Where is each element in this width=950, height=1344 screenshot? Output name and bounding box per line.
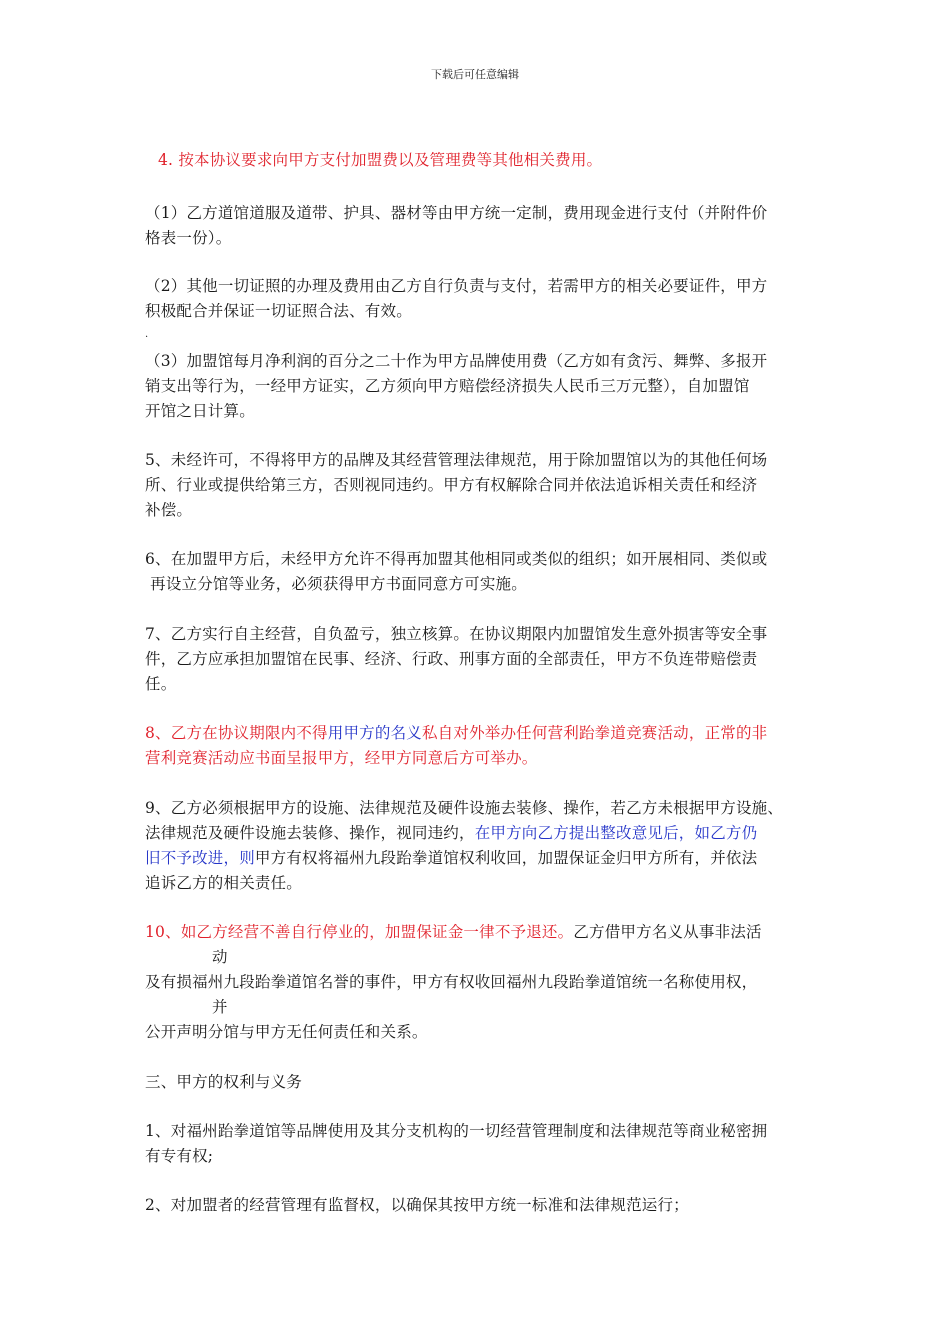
- item-10-line-5: 公开声明分馆与甲方无任何责任和关系。: [145, 1023, 428, 1041]
- item-9-line-3: [145, 848, 757, 868]
- item-10-line-3: 及有损福州九段跆拳道馆名誉的事件，甲方有权收回福州九段跆拳道馆统一名称使用权，: [145, 973, 758, 991]
- item-10-text-b: 乙方借甲方名义从事非法活: [573, 923, 762, 941]
- item-5-line-1: 5、未经许可，不得将甲方的品牌及其经营管理法律规范，用于除加盟馆以为的其他任何场: [145, 451, 768, 469]
- page-header: 下载后可任意编辑: [431, 68, 519, 81]
- item-4-2-line-2: 积极配合并保证一切证照合法、有效。: [145, 302, 412, 320]
- right-2-line-1: 2、对加盟者的经营管理有监督权，以确保其按甲方统一标准和法律规范运行；: [145, 1196, 689, 1214]
- item-4-3-line-2: 销支出等行为，一经甲方证实，乙方须向甲方赔偿经济损失人民币三万元整），自加盟馆: [145, 377, 750, 395]
- item-9-line-4: 追诉乙方的相关责任。: [145, 874, 303, 892]
- item-4-2-line-1: （2）其他一切证照的办理及费用由乙方自行负责与支付，若需甲方的相关必要证件，甲方: [145, 277, 768, 295]
- item-10-line-1: [145, 922, 762, 942]
- item-8-line-2: 营利竞赛活动应书面呈报甲方，经甲方同意后方可举办。: [145, 749, 538, 767]
- item-10-text-a: 10、如乙方经营不善自行停业的，加盟保证金一律不予退还。: [145, 923, 574, 941]
- item-9-text-a: 法律规范及硬件设施去装修、操作，视同违约，: [145, 824, 475, 842]
- item-7-line-1: 7、乙方实行自主经营，自负盈亏，独立核算。在协议期限内加盟馆发生意外损害等安全事: [145, 625, 768, 643]
- right-1-line-2: 有专有权;: [145, 1147, 214, 1165]
- item-8-line-1: [145, 723, 767, 743]
- item-6-line-2: 再设立分馆等业务，必须获得甲方书面同意方可实施。: [145, 575, 527, 593]
- right-1-line-1: 1、对福州跆拳道馆等品牌使用及其分支机构的一切经营管理制度和法律规范等商业秘密拥: [145, 1122, 768, 1140]
- item-8-text-c: 私自对外举办任何营利跆拳道竞赛活动，正常的非: [421, 724, 768, 742]
- item-9-line-2: [145, 823, 757, 843]
- section-3-title: 三、甲方的权利与义务: [145, 1073, 303, 1091]
- item-9-line-1: 9、乙方必须根据甲方的设施、法律规范及硬件设施去装修、操作，若乙方未根据甲方设施、: [145, 799, 784, 817]
- item-4-3-line-3: 开馆之日计算。: [145, 402, 255, 420]
- item-4-heading: 4. 按本协议要求向甲方支付加盟费以及管理费等其他相关费用。: [158, 151, 603, 169]
- item-8-text-a: 8、乙方在协议期限内不得: [145, 724, 328, 742]
- item-4-3-line-1: （3）加盟馆每月净利润的百分之二十作为甲方品牌使用费（乙方如有贪污、舞弊、多报开: [145, 352, 768, 370]
- item-9-text-c: 旧不予改进，则: [145, 849, 255, 867]
- item-4-1-line-2: 格表一份）。: [145, 229, 232, 247]
- item-4-1-line-1: （1）乙方道馆道服及道带、护具、器材等由甲方统一定制，费用现金进行支付（并附件价: [145, 204, 768, 222]
- item-10-line-2: 动: [212, 948, 228, 966]
- item-5-line-2: 所、行业或提供给第三方，否则视同违约。甲方有权解除合同并依法追诉相关责任和经济: [145, 476, 758, 494]
- item-10-line-4: 并: [212, 998, 228, 1016]
- item-6-line-1: 6、在加盟甲方后，未经甲方允许不得再加盟其他相同或类似的组织；如开展相同、类似或: [145, 550, 768, 568]
- item-7-line-3: 任。: [145, 675, 177, 693]
- item-9-text-d: 甲方有权将福州九段跆拳道馆权利收回，加盟保证金归甲方所有，并依法: [254, 849, 758, 867]
- item-8-text-b: 用甲方的名义: [327, 724, 422, 742]
- stray-dot: .: [145, 329, 149, 340]
- item-5-line-3: 补偿。: [145, 501, 193, 519]
- item-7-line-2: 件，乙方应承担加盟馆在民事、经济、行政、刑事方面的全部责任，甲方不负连带赔偿责: [145, 650, 758, 668]
- item-9-text-b: 在甲方向乙方提出整改意见后，如乙方仍: [474, 824, 758, 842]
